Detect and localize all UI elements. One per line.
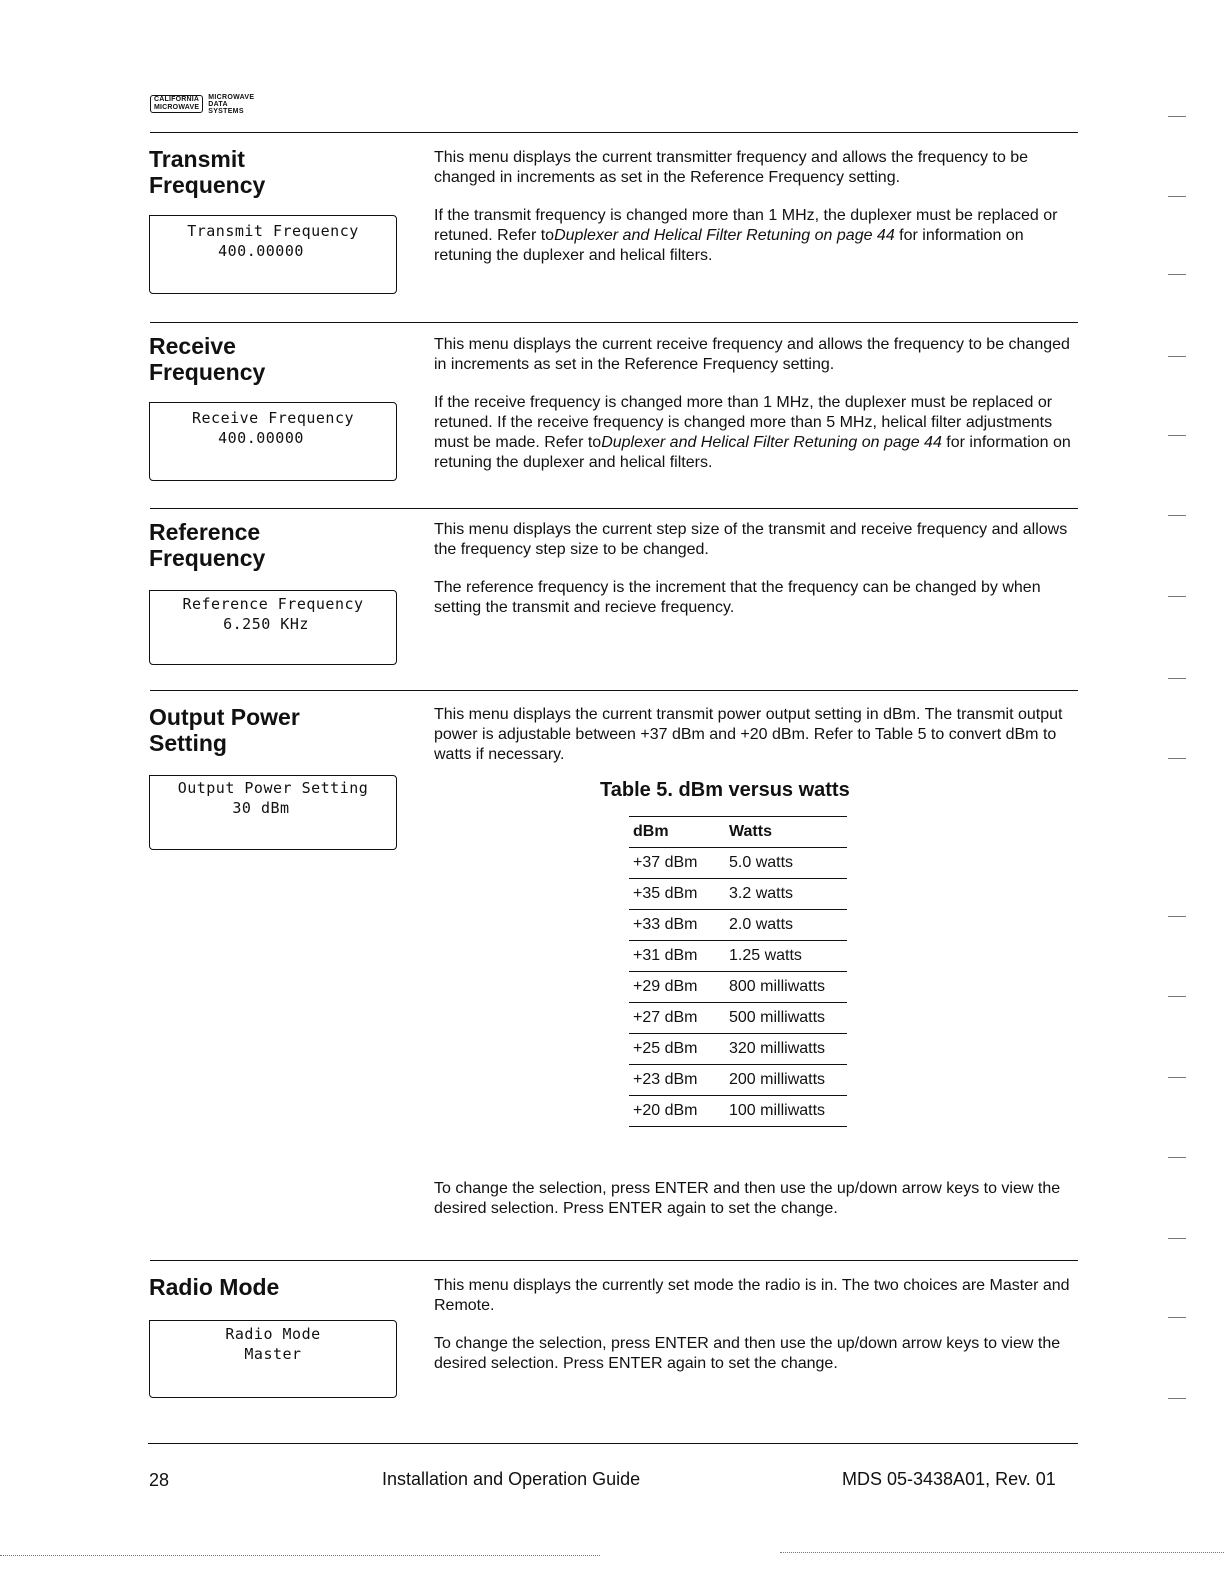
output-power-section-title	[149, 704, 300, 756]
table-row	[629, 972, 847, 1003]
scan-mark	[1168, 996, 1186, 997]
section-divider	[150, 690, 1078, 691]
table-cell-watts: 2.0 watts	[725, 910, 847, 941]
header-rule	[150, 132, 1078, 133]
dbm-watts-table	[629, 816, 847, 1127]
transmit-section-title	[149, 146, 265, 198]
table-cell-dbm: +31 dBm	[629, 941, 725, 972]
table-cell-dbm: +23 dBm	[629, 1065, 725, 1096]
output-power-display	[149, 775, 397, 850]
logo-box-line2: MICROWAVE	[154, 104, 200, 111]
transmit-para2-text: If the transmit frequency is changed more than 1 MHz, the duplexer must be replaced or retuned. Refer to	[434, 207, 1058, 244]
section-divider	[150, 1260, 1078, 1261]
table-row	[629, 879, 847, 910]
table-header-watts: Watts	[725, 817, 847, 848]
reference-title-line2: Frequency	[149, 545, 266, 571]
transmit-display-line2: 400.00000	[218, 242, 304, 260]
output-power-display-line1: Output Power Setting	[177, 779, 369, 797]
scan-mark	[1168, 1077, 1186, 1078]
output-power-instructions	[434, 1179, 1079, 1219]
scan-mark	[1168, 1157, 1186, 1158]
receive-title-line2: Frequency	[149, 359, 266, 385]
table-cell-watts: 800 milliwatts	[725, 972, 847, 1003]
transmit-frequency-display	[149, 215, 397, 294]
company-logo	[150, 92, 254, 116]
table-title: Table 5. dBm versus watts	[600, 779, 850, 801]
reference-description	[434, 520, 1079, 618]
table-cell-dbm: +25 dBm	[629, 1034, 725, 1065]
receive-para1: This menu displays the current receive frequency and allows the frequency to be changed in increments as set in the Reference Frequency setting.	[434, 336, 1070, 373]
logo-word-2: DATA	[208, 100, 228, 108]
table-cell-watts: 500 milliwatts	[725, 1003, 847, 1034]
table-cell-dbm: +20 dBm	[629, 1096, 725, 1127]
scan-mark	[1168, 435, 1186, 436]
table-cell-watts: 320 milliwatts	[725, 1034, 847, 1065]
transmit-para1: This menu displays the current transmitter frequency and allows the frequency to be changed in increments as set in the Reference Frequency setting.	[434, 149, 1029, 186]
table-cell-watts: 100 milliwatts	[725, 1096, 847, 1127]
logo-word-3: SYSTEMS	[208, 107, 244, 115]
radio-mode-display	[149, 1320, 397, 1398]
logo-box	[150, 95, 203, 113]
scan-mark	[1168, 1317, 1186, 1318]
transmit-para2	[434, 206, 1079, 266]
document-number: MDS 05-3438A01, Rev. 01	[842, 1469, 1056, 1489]
table-row	[629, 1034, 847, 1065]
table-row	[629, 910, 847, 941]
table-cell-watts: 3.2 watts	[725, 879, 847, 910]
table-header-dbm: dBm	[629, 817, 725, 848]
table-cell-dbm: +33 dBm	[629, 910, 725, 941]
logo-words	[208, 94, 254, 115]
table-cell-watts: 1.25 watts	[725, 941, 847, 972]
radio-mode-description	[434, 1276, 1079, 1374]
radio-mode-section-title: Radio Mode	[149, 1274, 280, 1300]
receive-para2	[434, 393, 1079, 473]
reference-title-line1: Reference	[149, 519, 261, 545]
transmit-title-line1: Transmit	[149, 146, 245, 172]
receive-frequency-display	[149, 402, 397, 481]
table-header-row	[629, 817, 847, 848]
section-divider	[150, 508, 1078, 509]
receive-title-line1: Receive	[149, 333, 236, 359]
radio-mode-para2: To change the selection, press ENTER and then use the up/down arrow keys to view the desired selection. Press ENTER again to set the change.	[434, 1335, 1061, 1372]
table-cell-dbm: +35 dBm	[629, 879, 725, 910]
receive-cross-reference-link[interactable]: Duplexer and Helical Filter Retuning on page 44	[601, 434, 942, 451]
scan-mark	[1168, 678, 1186, 679]
scan-mark	[1168, 758, 1186, 759]
page-number: 28	[149, 1470, 170, 1490]
transmit-display-line1: Transmit Frequency	[187, 222, 359, 240]
scan-mark	[780, 1552, 1224, 1553]
scan-mark	[1168, 596, 1186, 597]
table-row	[629, 1096, 847, 1127]
reference-frequency-display	[149, 590, 397, 665]
transmit-para2-end: for information on retuning the duplexer and helical filters.	[434, 227, 1024, 264]
output-power-para2: To change the selection, press ENTER and then use the up/down arrow keys to view the desired selection. Press ENTER again to set the change.	[434, 1180, 1061, 1217]
reference-para1: This menu displays the current step size of the transmit and receive frequency and allows the frequency step size to be changed.	[434, 521, 1068, 558]
table-row	[629, 1065, 847, 1096]
scan-mark	[1168, 1398, 1186, 1399]
table-row	[629, 941, 847, 972]
reference-section-title	[149, 519, 265, 571]
scan-mark	[1168, 515, 1186, 516]
logo-word-1: MICROWAVE	[208, 93, 255, 101]
receive-display-line1: Receive Frequency	[191, 409, 355, 427]
scan-mark	[1168, 916, 1186, 917]
output-power-description	[434, 705, 1079, 765]
table-row	[629, 1003, 847, 1034]
scan-mark	[1168, 274, 1186, 275]
receive-para2-text: If the receive frequency is changed more than 1 MHz, the duplexer must be replaced or retuned. If the receive frequency is changed more than 5 MHz, helical filter adjustments must be made. Refer to	[434, 394, 1053, 451]
guide-title: Installation and Operation Guide	[382, 1469, 641, 1489]
transmit-title-line2: Frequency	[149, 172, 266, 198]
table-cell-watts: 5.0 watts	[725, 848, 847, 879]
table-row	[629, 848, 847, 879]
receive-section-title	[149, 333, 265, 385]
scan-mark	[1168, 356, 1186, 357]
table-cell-dbm: +27 dBm	[629, 1003, 725, 1034]
output-power-title-line2: Setting	[149, 730, 227, 756]
reference-display-line2: 6.250 KHz	[223, 615, 309, 633]
reference-display-line1: Reference Frequency	[182, 595, 364, 613]
transmit-cross-reference-link[interactable]: Duplexer and Helical Filter Retuning on page 44	[554, 227, 895, 244]
logo-box-line1: CALIFORNIA	[154, 96, 200, 103]
output-power-title-line1: Output Power	[149, 704, 300, 730]
footer-rule	[148, 1443, 1078, 1444]
scan-mark	[1168, 196, 1186, 197]
table-cell-watts: 200 milliwatts	[725, 1065, 847, 1096]
transmit-description	[434, 148, 1079, 266]
table-cell-dbm: +37 dBm	[629, 848, 725, 879]
table-cell-dbm: +29 dBm	[629, 972, 725, 1003]
scan-mark	[1168, 116, 1186, 117]
receive-para2-end: for information on retuning the duplexer and helical filters.	[434, 434, 1071, 471]
output-power-display-line2: 30 dBm	[232, 799, 290, 817]
receive-description	[434, 335, 1079, 473]
scan-mark	[1168, 1238, 1186, 1239]
receive-display-line2: 400.00000	[218, 429, 304, 447]
scan-mark	[0, 1555, 600, 1556]
section-divider	[150, 322, 1078, 323]
reference-para2: The reference frequency is the increment that the frequency can be changed by when setting the transmit and recieve frequency.	[434, 579, 1041, 616]
radio-mode-display-line1: Radio Mode	[225, 1325, 321, 1343]
output-power-para1: This menu displays the current transmit power output setting in dBm. The transmit output power is adjustable between +37 dBm and +20 dBm. Refer to Table 5 to convert dBm to watts if necessary.	[434, 706, 1063, 763]
radio-mode-display-line2: Master	[244, 1345, 302, 1363]
radio-mode-para1: This menu displays the currently set mode the radio is in. The two choices are Master and Remote.	[434, 1277, 1070, 1314]
